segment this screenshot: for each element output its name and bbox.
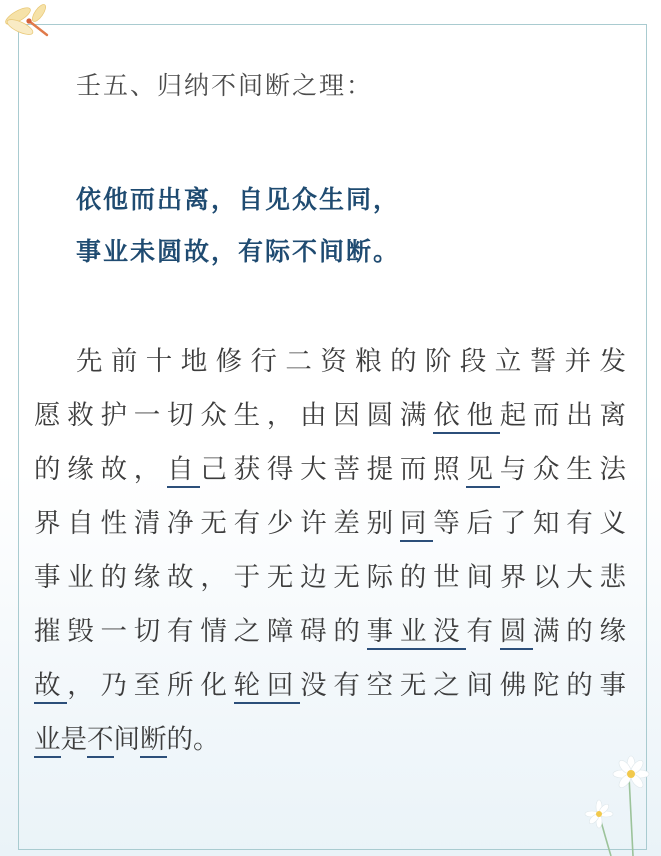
commentary-line-1 — [76, 342, 626, 382]
commentary-text: 事业的缘故，于无边无际的世间界以大悲 — [34, 562, 626, 593]
underlined-keyword: 业 — [34, 724, 61, 758]
commentary-line-8 — [34, 720, 626, 760]
commentary-line-3 — [34, 450, 626, 490]
commentary-text: 愿救护一切众生，由因圆满 — [34, 400, 434, 431]
verse-line-2: 事业未圆故，有际不间断。 — [76, 237, 401, 266]
underlined-keyword: 故 — [34, 670, 67, 704]
section-heading: 壬五、归纳不间断之理： — [76, 71, 374, 100]
commentary-text: 与众生法 — [499, 454, 627, 485]
commentary-text: 起而出离 — [499, 400, 627, 431]
commentary-text: 满的缘 — [532, 616, 627, 647]
commentary-text: 先前十地修行二资粮的阶段立誓并发 — [76, 346, 626, 377]
commentary-line-4 — [34, 504, 626, 544]
commentary-line-5 — [34, 558, 626, 598]
commentary-text: 的。 — [166, 724, 220, 755]
commentary-text: 界自性清净无有少许差别 — [34, 508, 400, 539]
commentary-text: 没有空无之间佛陀的事 — [300, 670, 627, 701]
commentary-text: 有 — [466, 616, 500, 647]
commentary-line-2 — [34, 396, 626, 436]
underlined-keyword: 断 — [140, 724, 167, 758]
commentary-line-7 — [34, 666, 626, 706]
commentary-text: 己获得大菩提而照 — [200, 454, 467, 485]
underlined-keyword: 事业没 — [367, 616, 467, 650]
commentary-text: 间 — [113, 724, 140, 755]
commentary-text: 是 — [60, 724, 87, 755]
verse-line-1: 依他而出离，自见众生同， — [76, 185, 401, 214]
underlined-keyword: 不 — [87, 724, 114, 758]
underlined-keyword: 见 — [466, 454, 499, 488]
underlined-keyword: 轮回 — [234, 670, 301, 704]
underlined-keyword: 自 — [167, 454, 200, 488]
commentary-text: ，乃至所化 — [67, 670, 234, 701]
underlined-keyword: 同 — [400, 508, 433, 542]
underlined-keyword: 依他 — [433, 400, 500, 434]
commentary-text: 的缘故， — [34, 454, 168, 485]
commentary-line-6 — [34, 612, 626, 652]
dragonfly-icon — [2, 2, 54, 46]
commentary-text: 等后了知有义 — [433, 508, 627, 539]
underlined-keyword: 圆 — [500, 616, 533, 650]
commentary-text: 摧毁一切有情之障碍的 — [34, 616, 367, 647]
